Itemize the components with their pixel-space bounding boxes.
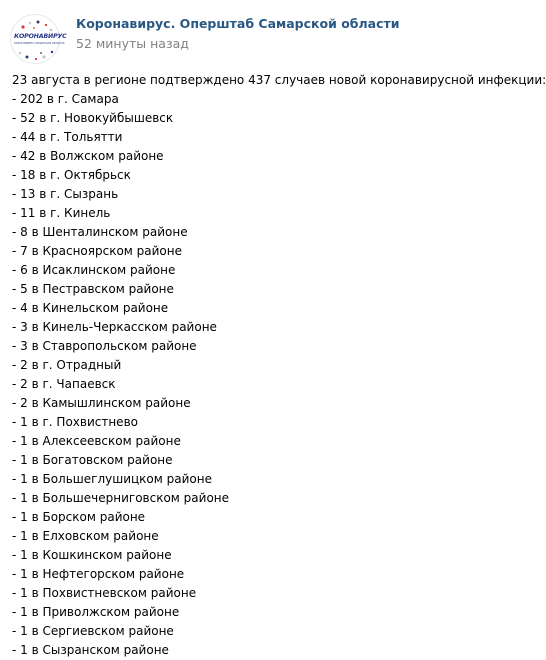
post-list-item: - 1 в Нефтегорском районе: [12, 567, 185, 581]
post-list-item: - 44 в г. Тольятти: [12, 130, 123, 144]
post-list-item: - 1 в Кошкинском районе: [12, 548, 172, 562]
post-list-item: - 1 в Борском районе: [12, 510, 146, 524]
post-intro-line: 23 августа в регионе подтверждено 437 случаев новой коронавирусной инфекции:: [12, 73, 546, 87]
post-list-item: - 2 в г. Отрадный: [12, 358, 122, 372]
avatar-logo-subtext: КОРОНАВИРУС САМАРСКАЯ ОБЛАСТЬ: [14, 42, 65, 45]
post-list-item: - 1 в Сергиевском районе: [12, 624, 174, 638]
post-list-item: - 5 в Пестравском районе: [12, 282, 174, 296]
post-list-item: - 1 в Сызранском районе: [12, 643, 169, 657]
post-list-item: - 11 в г. Кинель: [12, 206, 111, 220]
post-list-item: - 6 в Исаклинском районе: [12, 263, 176, 277]
post-header: [10, 14, 400, 64]
post-list-item: - 3 в Ставропольском районе: [12, 339, 197, 353]
post-list-item: - 4 в Кинельском районе: [12, 301, 169, 315]
post-text: [12, 71, 546, 660]
post-list-item: - 7 в Красноярском районе: [12, 244, 182, 258]
post-list-item: - 1 в Похвистневском районе: [12, 586, 197, 600]
post-list-item: - 8 в Шенталинском районе: [12, 225, 188, 239]
post-list-item: - 1 в Богатовском районе: [12, 453, 173, 467]
avatar[interactable]: [10, 14, 67, 64]
post-list-item: - 2 в г. Чапаевск: [12, 377, 116, 391]
post-list-item: - 1 в Приволжском районе: [12, 605, 180, 619]
post-list-item: - 1 в Алексеевском районе: [12, 434, 181, 448]
post-list-item: - 18 в г. Октябрьск: [12, 168, 131, 182]
post-list-item: - 1 в г. Похвистнево: [12, 415, 138, 429]
post-timestamp[interactable]: 52 минуты назад: [76, 36, 189, 51]
post-list-item: - 3 в Кинель-Черкасском районе: [12, 320, 217, 334]
post-list-item: - 13 в г. Сызрань: [12, 187, 119, 201]
post-list-item: - 2 в Камышлинском районе: [12, 396, 191, 410]
virus-dots-icon: [11, 15, 67, 65]
post-list-item: - 42 в Волжском районе: [12, 149, 164, 163]
post-header-text: [76, 15, 400, 53]
post-list-item: - 1 в Большечерниговском районе: [12, 491, 230, 505]
post-list-item: - 202 в г. Самара: [12, 92, 119, 106]
avatar-logo-text: КОРОНАВИРУС: [14, 33, 67, 40]
post-list-item: - 1 в Большеглушицком районе: [12, 472, 212, 486]
post-list-item: - 1 в Елховском районе: [12, 529, 159, 543]
post-list-item: - 52 в г. Новокуйбышевск: [12, 111, 174, 125]
author-link[interactable]: Коронавирус. Оперштаб Самарской области: [76, 16, 400, 31]
